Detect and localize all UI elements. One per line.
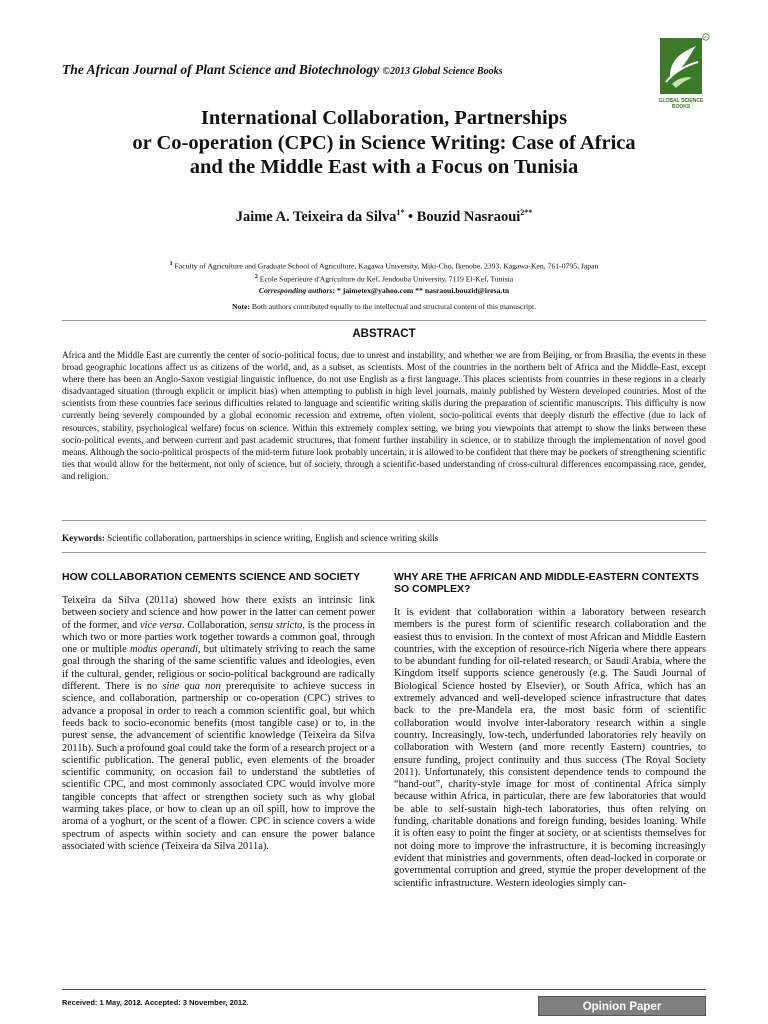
note-label: Note: (231, 302, 250, 311)
title-line-2: or Co-operation (CPC) in Science Writing: Case of Africa (132, 131, 636, 154)
corresponding-label: Corresponding authors (258, 286, 333, 296)
left-text-3: , is the process in which two or more parties work together towards a common goal, through one or multiple (62, 619, 375, 656)
left-text-2: . Collaboration, (182, 619, 248, 631)
left-italic-2: sensu stricto (249, 619, 303, 631)
affiliation-2-num: 2 (254, 274, 258, 281)
journal-name: The African Journal of Plant Science and Biotechnology (62, 62, 380, 77)
author-1-sup: 1* (396, 208, 405, 217)
article-type-badge: Opinion Paper (538, 996, 706, 1016)
logo-text-line2: BOOKS (671, 104, 691, 110)
left-italic-3: modus operandi (130, 644, 198, 656)
abstract-text: Africa and the Middle East are currently the center of socio-political focus, due to unrest and instability, and whether we are from Beijing, or from Brasilia, the events in these broad geographic locations affect us as citizens of the world, and, as a subset, as scientists. Most of the countries in the northern belt of Africa and the Middle-East, except where there has been an Anglo-Saxon vestigial linguistic influence, do not use English as a first language. This places scientists from countries in these regions in a clearly disadvantaged situation (through explicit or implicit bias) when attempting to publish in high level journals, mainly published by Western developed countries. Most of the scientists from these countries face serious difficulties related to language and scientific writing skills during the preparation of scientific manuscripts. This difficulty is now currently being severely compounded by a global economic recession and extreme, often violent, socio-political events that deeply disturb the effective (due to lack of resources, stability, psychological welfare) focus on science. Within this extremely complex setting, we bring you viewpoints that attempt to show the links between these socio-political events, and between current and past academic structures, that foment further instability in science, or to stabilize through the implementation of novel good means. Although the socio-political prospects of the mid-term future look probably uncertain, it is allowed to be confident that there may be pockets of strengthening scientific ties that would allow for the betterment, not only of science, but of society, through a scientific-based understanding of cross-cultural differences encompassing race, gender, and religion. (62, 350, 706, 481)
left-section-heading: HOW COLLABORATION CEMENTS SCIENCE AND SOCIETY (62, 571, 361, 583)
left-column (62, 571, 375, 853)
author-separator: • (408, 208, 414, 225)
author-2-sup: 2** (520, 208, 533, 217)
author-line (40, 208, 728, 226)
left-section-body (62, 595, 375, 853)
left-text-5: prerequisite to achieve success in science, and collaboration, partnership or co-operation (CPC) strives to advance a proposal in order to reach a common scientific goal, but which feeds back to socio-economic benefits (most tangible case) or to, in the purest sense, the advancement of scientific knowledge (Teixeira da Silva 2011b). Such a profound goal could take the form of a research project or a scientific publication. The general public, even elements of the broader scientific community, on occasion fail to understand the subtleties of scientific CPC, and most commonly associated CPC would involve more tangible concepts that affect or strengthen society such as why global warming takes place, or how to clean up an oil spill, how to improve the aroma of a yoghurt, or the scent of a flower. CPC in science covers a wide spectrum of aspects within society and can ensure the power balance associated with science (Teixeira da Silva 2011a). (62, 681, 375, 852)
journal-header (62, 62, 502, 78)
affiliation-1-num: 1 (169, 261, 173, 267)
affiliation-1-text: Faculty of Agriculture and Graduate School of Agriculture, Kagawa University, Miki-Cho, Ikenobe, 2393, Kagawa-Ken, 761-0795, Japan (174, 261, 599, 271)
author-1: Jaime A. Teixeira da Silva (235, 208, 397, 225)
right-column (394, 571, 706, 890)
left-text-1: Teixeira da Silva (2011a) showed how there exists an intrinsic link between society and science and how power in the latter can cement power of the former, and (62, 595, 375, 631)
divider-keywords (62, 552, 706, 553)
corresponding-authors (40, 285, 728, 297)
keywords-label: Keywords: (62, 533, 105, 543)
affiliation-2-text: Ecole Supérieure d'Agriculture du Kef, Jendouba University, 7119 El-Kef, Tunisia (259, 274, 514, 284)
abstract-heading: ABSTRACT (352, 328, 416, 340)
note-text: Both authors contributed equally to the intellectual and structural content of this manuscript. (251, 302, 536, 311)
left-italic-1: vice versa (139, 619, 182, 631)
logo-text-line1: GLOBAL SCIENCE (658, 98, 704, 104)
left-italic-4: sine qua non (162, 681, 221, 693)
publisher-logo-icon (650, 32, 712, 98)
author-2: Bouzid Nasraoui (416, 208, 521, 225)
title-line-1: International Collaboration, Partnerships (200, 107, 568, 129)
contribution-note (40, 302, 728, 311)
received-dates: Received: 1 May, 2012. Accepted: 3 November, 2012. (62, 998, 249, 1007)
divider-abstract (62, 520, 706, 521)
keywords-text: Scientific collaboration, partnerships in science writing, English and science writing skills (107, 533, 439, 543)
journal-copyright: ©2013 Global Science Books (382, 66, 503, 77)
right-section-body: It is evident that collaboration within a laboratory between research members is the purest form of scientific research collaboration and the easiest thus to envision. In the context of most African and Middle Eastern countries, with the exception of resource-rich Nigeria where there appears to be abundant funding for oil-related research, or Saudi Arabia, where the Kingdom itself supports science generously (e.g. The Saudi Journal of Biological Science hosted by Elsevier), or South Africa, which has an extremely advanced and well-developed science infrastructure that dates back to the pre-Mandela era, the most basic form of scientific collaboration would involve inter-laboratory research within a single country. Increasingly, low-tech, underfunded laboratories rely heavily on collaboration with Western (and more recently Eastern) countries, to ensure funding, project continuity and thus success (The Royal Society 2011). Unfortunately, this consistent dependence tends to compound the “hand-out”, charity-style image for most of continental Africa simply because within Africa, in particular, there are few laboratories that would be able to self-sustain high-tech laboratories, thus often relying on funding, charitable donations and foreign funding, besides loaning. While it is often easy to point the finger at society, or at scientists themselves for not doing more to improve the infrastructure, it is becoming increasingly evident that ministries and governments, often dead-locked in corporate or governmental corruption and greed, stymie the proper development of the scientific infrastructure. Western ideologies simply can- (394, 607, 706, 889)
divider-footer (62, 989, 706, 990)
divider-top (62, 320, 706, 321)
registered-mark: ® (704, 34, 708, 40)
keywords (62, 533, 706, 543)
right-section-heading: WHY ARE THE AFRICAN AND MIDDLE-EASTERN CONTEXTS SO COMPLEX? (394, 571, 699, 595)
article-title (40, 106, 728, 180)
affiliation-1 (40, 259, 728, 272)
left-text-4: , but ultimately striving to reach the same goal through the sharing of the same scientific values and ideologies, even if the cultural, gender, religious or socio-political background are radically different. There is no (62, 644, 375, 693)
affiliation-2 (40, 272, 728, 285)
corresponding-emails[interactable]: : * jaimetex@yahoo.com ** nasraoui.bouzid@iresa.tn (332, 286, 510, 296)
affiliations (40, 259, 728, 297)
title-line-3: and the Middle East with a Focus on Tunisia (189, 156, 579, 178)
